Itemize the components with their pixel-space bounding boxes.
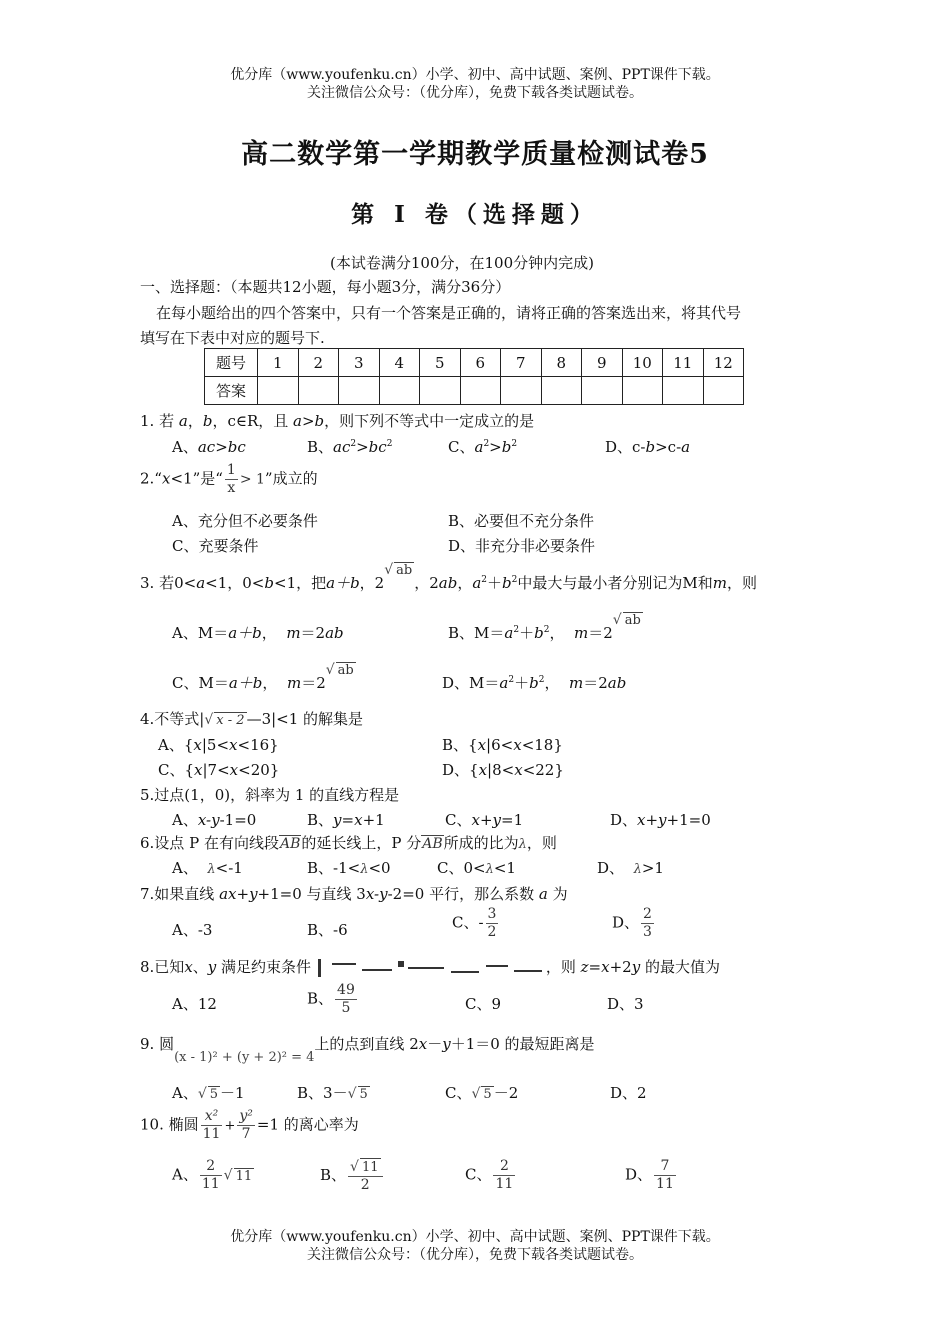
question-8-option-c: C、9 [465, 995, 502, 1013]
answer-cell[interactable] [460, 377, 501, 405]
question-number-cell: 11 [663, 349, 704, 377]
question-8-option-b: B、 $\frac{49}{5}$ [307, 982, 355, 1016]
question-3-option-a: A、M＝a＋b， m＝2ab [172, 624, 344, 642]
header-line-1: 优分库（www.youfenku.cn）小学、初中、高中试题、案例、PPT课件下载。 [230, 67, 720, 83]
question-7-stem: 7.如果直线 ax+y+1=0 与直线 3x-y-2=0 平行，那么系数 a 为 [140, 885, 568, 903]
answer-cell[interactable] [622, 377, 663, 405]
instruction-line-2: 填写在下表中对应的题号下. [140, 329, 325, 347]
question-5-option-c: C、x+y=1 [445, 811, 524, 829]
question-6-option-d: D、 λ>1 [597, 859, 664, 877]
question-4-option-b: B、{x|6<x<18} [442, 736, 563, 754]
question-number-cell: 6 [460, 349, 501, 377]
question-number-cell: 12 [703, 349, 744, 377]
question-1-stem: 1. 若 a，b，c∈R，且 a>b，则下列不等式中一定成立的是 [140, 412, 535, 430]
exam-note: (本试卷满分100分，在100分钟内完成) [330, 254, 594, 272]
question-8-stem: 8.已知x、y 满足约束条件 ，则 z=x+2y 的最大值为 [140, 958, 720, 976]
question-number-cell: 10 [622, 349, 663, 377]
page-title: 高二数学第一学期教学质量检测试卷5 [241, 139, 709, 170]
question-4-stem: 4.不等式|√ x - 2 —3|<1 的解集是 [140, 710, 364, 728]
question-9-option-a: A、√ 5 －1 [172, 1084, 245, 1102]
question-8-option-a: A、12 [172, 995, 217, 1013]
question-number-cell: 3 [339, 349, 380, 377]
question-number-cell: 8 [541, 349, 582, 377]
question-1-option-b: B、$ac^2>bc^2$ [307, 438, 393, 456]
question-5-option-b: B、y=x+1 [307, 811, 385, 829]
question-5-option-d: D、x+y+1=0 [610, 811, 711, 829]
answer-cell[interactable] [582, 377, 623, 405]
question-7-option-c: C、- $\frac{3}{2}$ [452, 906, 497, 940]
question-3-option-d: D、$M=a^2+b^2$， m＝2ab [442, 674, 627, 692]
question-1-option-a: A、ac>bc [172, 438, 246, 456]
question-6-option-a: A、 λ<-1 [172, 859, 243, 877]
question-2-option-b: B、必要但不充分条件 [448, 512, 595, 530]
question-3-stem: 3. 若0<a<1，0<b<1，把a＋b，2√ ab，2ab，$a^2+b^2$中最大与最小者分别记为M和m，则 [140, 562, 757, 592]
question-number-cell: 9 [582, 349, 623, 377]
header-line-2: 关注微信公众号：（优分库），免费下载各类试题试卷。 [307, 85, 643, 101]
question-2-stem: 2.“x<1”是“ $\frac{1}{x}$ > 1”成立的 [140, 462, 318, 496]
instruction-line-1: 在每小题给出的四个答案中，只有一个答案是正确的，请将正确的答案选出来，将其代号 [156, 304, 742, 322]
question-number-cell: 5 [420, 349, 461, 377]
question-number-row [205, 349, 744, 377]
question-2-option-d: D、非充分非必要条件 [448, 537, 596, 555]
question-4-option-c: C、{x|7<x<20} [158, 761, 280, 779]
question-5-option-a: A、x-y-1=0 [172, 811, 257, 829]
answer-cell[interactable] [379, 377, 420, 405]
answer-cell[interactable] [420, 377, 461, 405]
question-4-option-d: D、{x|8<x<22} [442, 761, 564, 779]
question-number-cell: 7 [501, 349, 542, 377]
question-3-option-c: C、M＝a＋b， m＝2√ ab [172, 662, 354, 692]
question-9-option-d: D、2 [610, 1084, 647, 1102]
question-9-stem: 9. 圆(x - 1)² + (y + 2)² = 4上的点到直线 2x－y＋1＝0 的最短距离是 [140, 1035, 595, 1065]
question-number-cell: 4 [379, 349, 420, 377]
answer-cell[interactable] [339, 377, 380, 405]
question-9-option-c: C、√ 5 －2 [445, 1084, 519, 1102]
answer-cell[interactable] [258, 377, 299, 405]
question-10-option-d: D、 $\frac{7}{11}$ [625, 1158, 674, 1192]
question-10-option-b: B、 $\frac{√ 11}{2}$ [320, 1158, 385, 1194]
answer-cell[interactable] [298, 377, 339, 405]
question-10-option-c: C、 $\frac{2}{11}$ [465, 1158, 514, 1192]
constraint-system-image [316, 959, 546, 977]
answer-row [205, 377, 744, 405]
question-1-option-c: C、$a^2>b^2$ [448, 438, 518, 456]
footer-line-2: 关注微信公众号：（优分库），免费下载各类试题试卷。 [307, 1247, 643, 1263]
question-2-option-a: A、充分但不必要条件 [172, 512, 318, 530]
question-10-stem: 10. 椭圆 $\frac{\text{x²}}{11}$ + $\frac{\text{y²}}{7}$ =1 的离心率为 [140, 1108, 359, 1142]
question-number-cell: 1 [258, 349, 299, 377]
answer-cell[interactable] [703, 377, 744, 405]
question-2-option-c: C、充要条件 [172, 537, 259, 555]
question-number-cell: 2 [298, 349, 339, 377]
question-3-option-b: B、$M=a^2+b^2$， m＝2√ ab [448, 612, 641, 642]
question-5-stem: 5.过点(1，0)，斜率为 1 的直线方程是 [140, 786, 400, 804]
question-6-option-b: B、-1<λ<0 [307, 859, 391, 877]
question-9-option-b: B、3－√ 5 [297, 1084, 368, 1102]
question-7-option-b: B、-6 [307, 921, 348, 939]
row-label-answer: 答案 [205, 377, 258, 405]
row-label-number: 题号 [205, 349, 258, 377]
answer-cell[interactable] [541, 377, 582, 405]
answer-table [204, 348, 744, 405]
page-subtitle: 第 I 卷（选择题） [351, 201, 599, 228]
question-7-option-a: A、-3 [172, 921, 213, 939]
section-heading: 一、选择题：（本题共12小题，每小题3分，满分36分） [140, 278, 511, 296]
fraction-1-over-x: $\frac{1}{x}$ [226, 462, 236, 496]
answer-cell[interactable] [663, 377, 704, 405]
question-8-option-d: D、3 [607, 995, 644, 1013]
question-10-option-a: A、 $\frac{2}{11}$ √ 11 [172, 1158, 253, 1192]
question-6-stem: 6.设点 P 在有向线段AB的延长线上，P 分AB所成的比为λ，则 [140, 834, 557, 852]
footer-line-1: 优分库（www.youfenku.cn）小学、初中、高中试题、案例、PPT课件下载。 [230, 1229, 720, 1245]
question-6-option-c: C、0<λ<1 [437, 859, 516, 877]
question-1-option-d: D、c-b>c-a [605, 438, 691, 456]
answer-cell[interactable] [501, 377, 542, 405]
question-4-option-a: A、{x|5<x<16} [158, 736, 279, 754]
question-7-option-d: D、 $\frac{2}{3}$ [612, 906, 652, 940]
